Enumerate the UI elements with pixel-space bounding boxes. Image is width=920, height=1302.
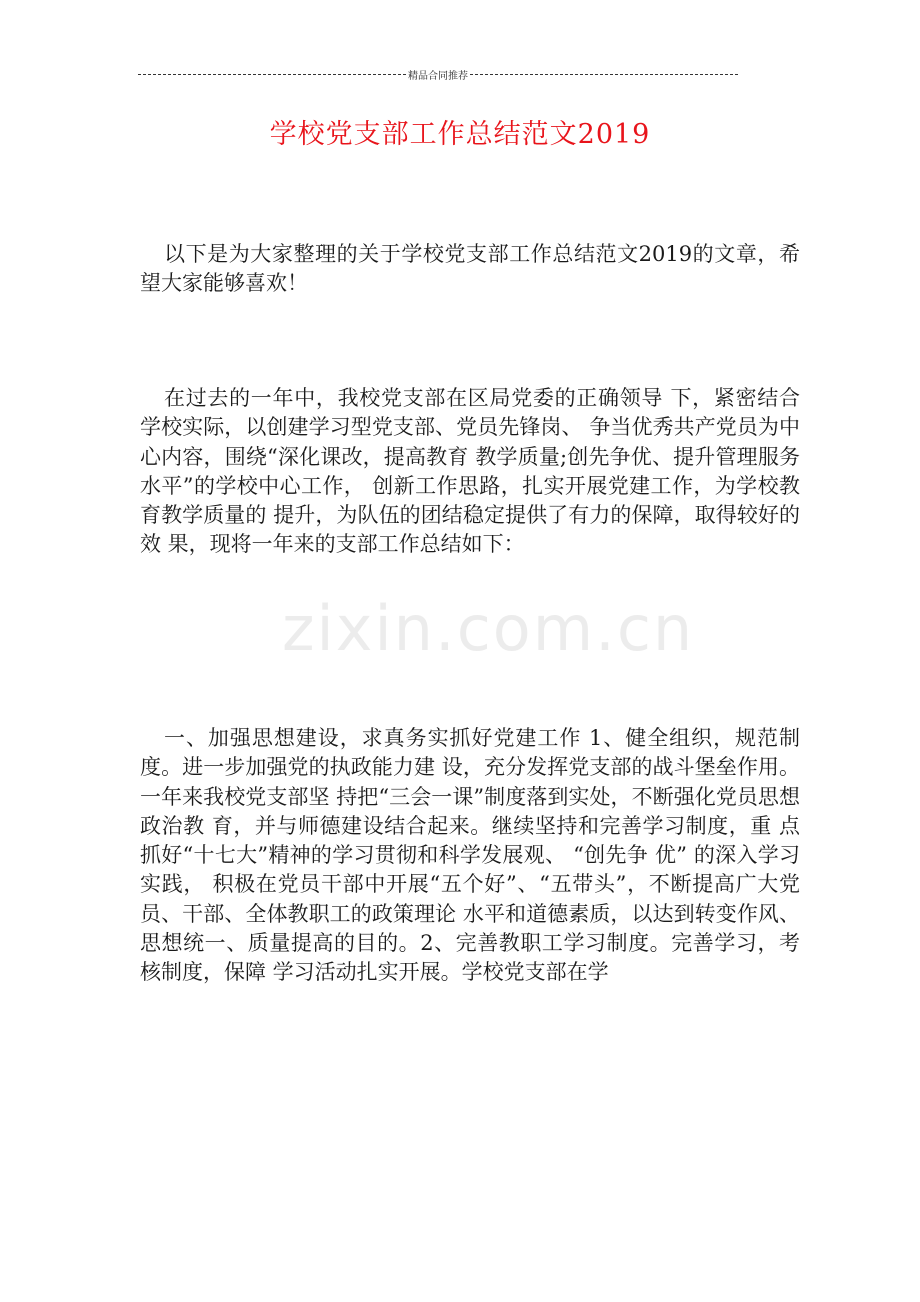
header-dash-left bbox=[138, 74, 406, 75]
document-title: 学校党支部工作总结范文2019 bbox=[269, 119, 651, 150]
header-label: 精品合同推荐 bbox=[408, 70, 468, 82]
body-paragraph-2: 一、加强思想建设，求真务实抓好党建工作 1、健全组织，规范制度。进一步加强党的执政能力建 设，充分发挥党支部的战斗堡垒作用。一年来我校党支部坚 持把“三会一课”制度落到实处，不断强化党员思想政治教 育，并与师德建设结合起来。继续坚持和完善学习制度，重 点抓好“十七大”精神的学习贯彻和科学发展观、 “创先争 优” 的深入学习实践， 积极在党员干部中开展“五个好”、“五带头”，不断提高广大党员、干部、全体教职工的政策理论 水平和道德素质，以达到转变作风、思想统一、质量提高的目的。2、完善教职工学习制度。完善学习，考核制度，保障 学习活动扎实开展。学校党支部在学 bbox=[140, 726, 800, 985]
body-paragraph-1: 在过去的一年中，我校党支部在区局党委的正确领导 下，紧密结合学校实际，以创建学习型党支部、党员先锋岗、 争当优秀共产党员为中心内容，围绕“深化课改，提高教育 教学质量;创先争优、提升管理服务水平”的学校中心工作， 创新工作思路，扎实开展党建工作，为学校教育教学质量的 提升，为队伍的团结稳定提供了有力的保障，取得较好的效 果，现将一年来的支部工作总结如下： bbox=[140, 386, 800, 557]
intro-paragraph: 以下是为大家整理的关于学校党支部工作总结范文2019的文章，希望大家能够喜欢！ bbox=[140, 242, 800, 296]
header-rule bbox=[138, 64, 738, 84]
header-dash-right bbox=[470, 74, 738, 75]
watermark: zixin.com.cn bbox=[282, 592, 695, 665]
